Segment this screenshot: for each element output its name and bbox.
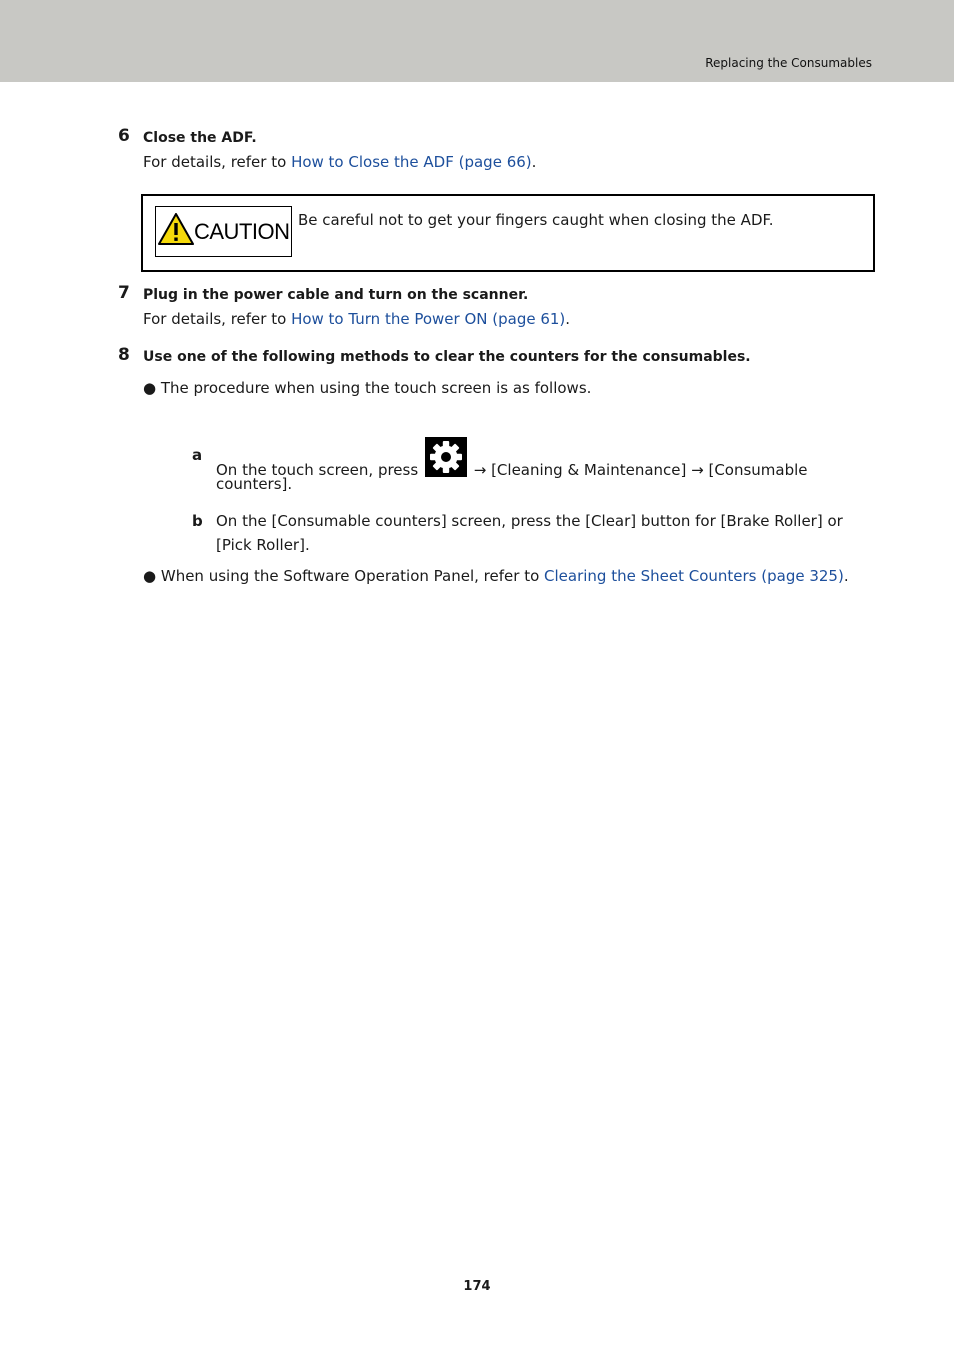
- link-clear-sheet-counters[interactable]: Clearing the Sheet Counters (page 325): [544, 567, 844, 585]
- step-title: Close the ADF.: [143, 130, 257, 146]
- header-band: [0, 0, 954, 82]
- caution-text: Be careful not to get your fingers caught when closing the ADF.: [298, 211, 774, 229]
- detail-prefix: For details, refer to: [143, 310, 292, 328]
- step-title: Use one of the following methods to clear the counters for the consumables.: [143, 349, 751, 365]
- caution-label: [155, 206, 292, 257]
- detail-suffix: .: [565, 310, 571, 328]
- substep-letter: b: [192, 512, 203, 530]
- gear-icon: [428, 439, 464, 475]
- substep-a-line2: counters].: [216, 475, 293, 493]
- page-number: 174: [463, 1279, 491, 1294]
- step-number: 6: [118, 126, 130, 146]
- detail-suffix: .: [531, 153, 537, 171]
- caution-word: CAUTION: [194, 219, 290, 244]
- substep-a-after: → [Cleaning & Maintenance] → [Consumable: [473, 461, 808, 479]
- bullet-suffix: .: [843, 567, 849, 585]
- substep-letter: a: [192, 446, 203, 464]
- chapter-title: Replacing the Consumables: [705, 56, 872, 70]
- bullet-prefix: ● When using the Software Operation Panel, refer to: [143, 567, 545, 585]
- step-title: Plug in the power cable and turn on the scanner.: [143, 287, 529, 303]
- substep-a-before: On the touch screen, press: [216, 461, 419, 479]
- warning-triangle-icon: [158, 213, 194, 245]
- step-detail: [143, 153, 536, 171]
- caution-box: [141, 194, 875, 272]
- bullet-touch-screen: ● The procedure when using the touch screen is as follows.: [143, 379, 592, 397]
- settings-button[interactable]: [425, 437, 467, 477]
- link-power-on[interactable]: How to Turn the Power ON (page 61): [291, 310, 566, 328]
- link-close-adf[interactable]: How to Close the ADF (page 66): [291, 153, 532, 171]
- step-detail: [143, 310, 570, 328]
- step-number: 8: [118, 345, 130, 365]
- detail-prefix: For details, refer to: [143, 153, 292, 171]
- substep-b-text: On the [Consumable counters] screen, press the [Clear] button for [Brake Roller] or [Pick Roller].: [216, 512, 843, 554]
- step-number: 7: [118, 283, 130, 303]
- bullet-software-panel: [143, 567, 849, 585]
